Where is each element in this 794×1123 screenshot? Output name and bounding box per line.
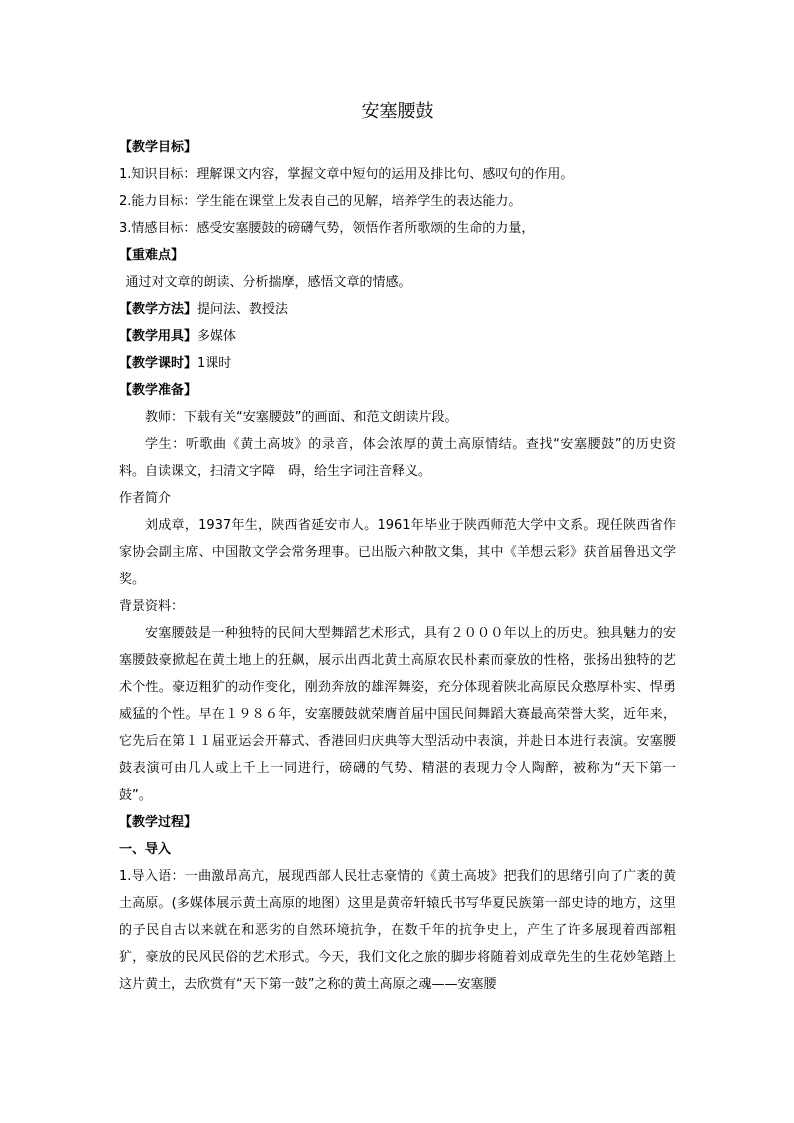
background-text: 安塞腰鼓是一种独特的民间大型舞蹈艺术形式，具有２０００年以上的历史。独具魅力的安塞腰鼓豪掀起在黄土地上的狂飙，展示出西北黄土高原农民朴素而豪放的性格，张扬出独特的艺术个性。豪迈粗犷的动作变化，刚劲奔放的雄浑舞姿，充分体现着陕北高原民众憨厚朴实、悍勇威猛的个性。早在１９８６年，安塞腰鼓就荣膺首届中国民间舞蹈大赛最高荣誉大奖，近年来，它先后在第１１届亚运会开幕式、香港回归庆典等大型活动中表演，并赴日本进行表演。安塞腰鼓表演可由几人或上千上一同进行，磅礴的气势、精湛的表现力令人陶醉，被称为“天下第一鼓”。 (119, 626, 676, 803)
author-heading: 作者简介 (119, 491, 172, 506)
prep-teacher: 教师：下载有关“安塞腰鼓”的画面、和范文朗读片段。 (145, 410, 458, 425)
method-heading: 【教学方法】 (119, 302, 198, 317)
method-text: 提问法、教授法 (197, 302, 289, 317)
prep-heading: 【教学准备】 (119, 383, 198, 398)
background-heading: 背景资料： (119, 599, 185, 614)
tools-text: 多媒体 (197, 329, 237, 344)
objective-2: 2.能力目标：学生能在课堂上发表自己的见解，培养学生的表达能力。 (119, 194, 522, 209)
author-text: 刘成章，1937年生，陕西省延安市人。1961年毕业于陕西师范大学中文系。现任陕西省作家协会副主席、中国散文学会常务理事。已出版六种散文集，其中《羊想云彩》获首届鲁迅文学奖。 (119, 518, 676, 587)
keypoints-heading: 【重难点】 (119, 248, 185, 263)
intro-text: 1.导入语：一曲激昂高亢，展现西部人民壮志豪情的《黄土高坡》把我们的思绪引向了广袤的黄土高原。(多媒体展示黄土高原的地图）这里是黄帝轩辕氏书写华夏民族第一部史诗的地方，这里的子民自古以来就在和恶劣的自然环境抗争，在数千年的抗争史上，产生了许多展现着西部粗犷，豪放的民风民俗的艺术形式。今天，我们文化之旅的脚步将随着刘成章先生的生花妙笔踏上这片黄土，去欣赏有“天下第一鼓”之称的黄土高原之魂——安塞腰 (119, 869, 676, 992)
page-title: 安塞腰鼓 (361, 101, 434, 122)
tools-line (119, 323, 676, 350)
intro-heading: 一、导入 (119, 842, 172, 857)
objectives-heading: 【教学目标】 (119, 140, 198, 155)
document-content (119, 100, 676, 998)
tools-heading: 【教学用具】 (119, 329, 198, 344)
hours-text: 1课时 (197, 356, 232, 371)
objective-3: 3.情感目标：感受安塞腰鼓的磅礴气势，领悟作者所歌颂的生命的力量， (119, 221, 535, 236)
hours-heading: 【教学课时】 (119, 356, 198, 371)
keypoints-text: 通过对文章的朗读、分析揣摩，感悟文章的情感。 (125, 275, 412, 290)
objective-1: 1.知识目标：理解课文内容，掌握文章中短句的运用及排比句、感叹句的作用。 (119, 167, 574, 182)
hours-line (119, 350, 676, 377)
process-heading: 【教学过程】 (119, 815, 198, 830)
prep-student: 学生：听歌曲《黄土高坡》的录音，体会浓厚的黄土高原情结。查找“安塞腰鼓”的历史资料。自读课文，扫清文字障 碍，给生字词注音释义。 (119, 437, 676, 479)
method-line (119, 296, 676, 323)
